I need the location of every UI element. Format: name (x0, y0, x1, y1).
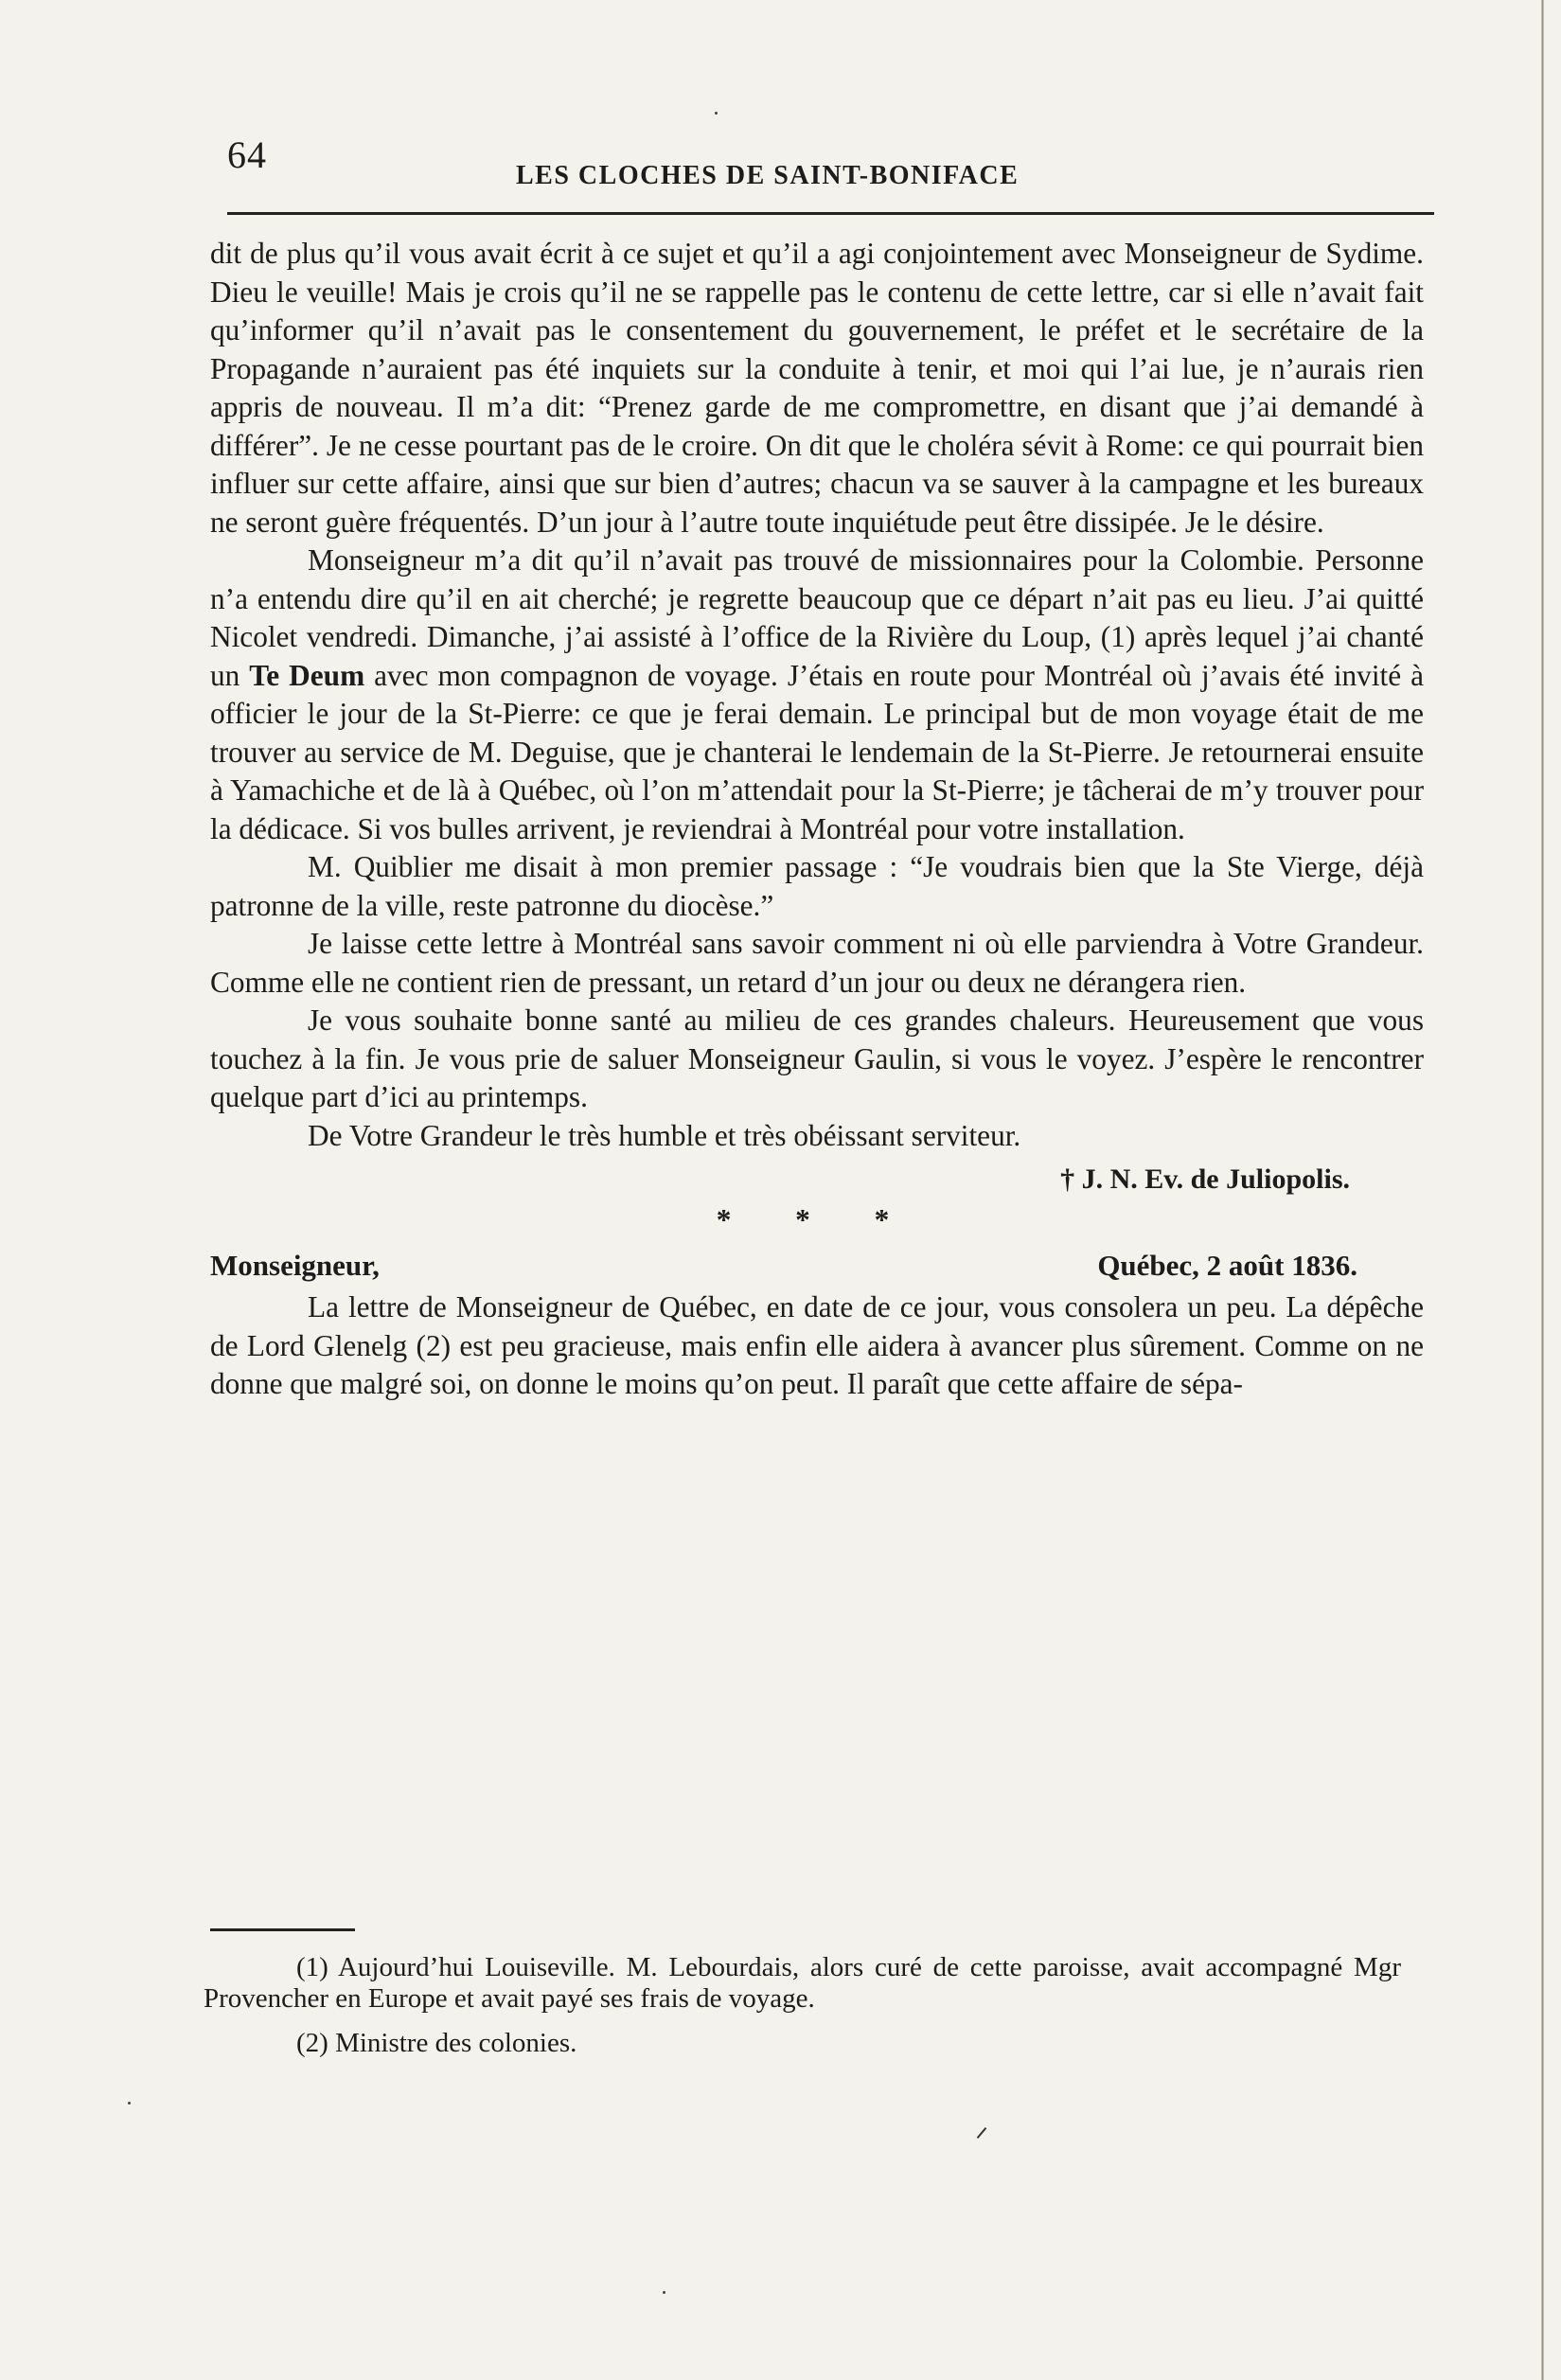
section-separator: * * * (716, 1202, 918, 1236)
paragraph-montreal: Je laisse cette lettre à Montréal sans savoir comment ni où elle parviendra à Votre Grandeur. Comme elle ne contient rien de pressant, un retard d’un jour ou deux ne dérangera rien. (210, 927, 1424, 999)
body-text (210, 235, 1424, 1404)
print-speck (663, 2291, 665, 2294)
paragraph-sante: Je vous souhaite bonne santé au milieu de ces grandes chaleurs. Heureusement que vous touchez à la fin. Je vous prie de saluer Monseigneur Gaulin, si vous le voyez. J’espère le rencontrer quelque part d’ici au printemps. (210, 1004, 1424, 1113)
running-title: LES CLOCHES DE SAINT-BONIFACE (516, 161, 1020, 190)
salutation: Monseigneur, (210, 1249, 380, 1282)
letter-closing: De Votre Grandeur le très humble et très obéissant serviteur. (308, 1118, 1021, 1152)
header-rule (227, 212, 1434, 215)
print-speck (128, 2102, 131, 2105)
paragraph-colombie (210, 542, 1424, 848)
pencil-mark (977, 2127, 987, 2139)
footnote-2: (2) Ministre des colonies. (296, 2028, 577, 2058)
paragraph-glenelg: La lettre de Monseigneur de Québec, en date de ce jour, vous consolera un peu. La dépêche de Lord Glenelg (2) est peu gracieuse, mais enfin elle aidera à avancer plus sûrement. Comme on ne donne que malgré soi, on donne le moins qu’on peut. Il paraît que cette affaire de sépa- (210, 1290, 1424, 1400)
footnotes (204, 1952, 1401, 2072)
signature: † J. N. Ev. de Juliopolis. (1060, 1163, 1350, 1195)
paragraph-text: Monseigneur m’a dit qu’il n’avait pas trouvé de missionnaires pour la Colombie. Personne n’a entendu dire qu’il en ait cherché; je regrette beaucoup que ce départ n’ait pas eu lieu. J’ai quitté Nicolet vendredi. Dimanche, j’ai assisté à l’office de la Rivière du Loup, (1) après lequel j’ai chanté un (210, 543, 1424, 692)
letter-heading (210, 1247, 1424, 1288)
footnote-1: (1) Aujourd’hui Louiseville. M. Lebourdais, alors curé de cette paroisse, avait accompagné Mgr Provencher en Europe et avait payé ses frais de voyage. (204, 1952, 1401, 2014)
paragraph-quiblier: M. Quiblier me disait à mon premier passage : “Je voudrais bien que la Ste Vierge, déjà patronne de la ville, reste patronne du diocèse.” (210, 850, 1424, 922)
paragraph-continuation: dit de plus qu’il vous avait écrit à ce sujet et qu’il a agi conjointement avec Monseigneur de Sydime. Dieu le veuille! Mais je crois qu’il ne se rappelle pas le contenu de cette lettre, car si elle n’avait fait qu’informer qu’il n’avait pas le consentement du gouvernement, le préfet et le secrétaire de la Propagande n’auraient pas été inquiets sur la conduite à tenir, et moi qui l’ai lue, je n’aurais rien appris de nouveau. Il m’a dit: “Prenez garde de me compromettre, en disant que j’ai demandé à différer”. Je ne cesse pourtant pas de le croire. On dit que le choléra sévit à Rome: ce qui pourrait bien influer sur cette affaire, ainsi que sur bien d’autres; chacun va se sauver à la campagne et les bureaux ne seront guère fréquentés. D’un jour à l’autre toute inquiétude peut être dissipée. Je le désire. (210, 237, 1424, 539)
page-number: 64 (227, 133, 267, 176)
footnote-rule (210, 1928, 355, 1931)
te-deum-emphasis: Te Deum (249, 658, 365, 692)
print-speck (715, 112, 718, 115)
place-date: Québec, 2 août 1836. (1097, 1249, 1357, 1282)
page-header (227, 133, 1434, 189)
paragraph-text: avec mon compagnon de voyage. J’étais en route pour Montréal où j’avais été invité à officier le jour de la St-Pierre: ce que je ferai demain. Le principal but de mon voyage était de me trouver au service de M. Deguise, que je chanterai le lendemain de la St-Pierre. Je retournerai ensuite à Yamachiche et de là à Québec, où l’on m’attendait pour la St-Pierre; je tâcherai de m’y trouver pour la dédicace. Si vos bulles arrivent, je reviendrai à Montréal pour votre installation. (210, 658, 1424, 845)
page-edge (1541, 0, 1544, 2380)
